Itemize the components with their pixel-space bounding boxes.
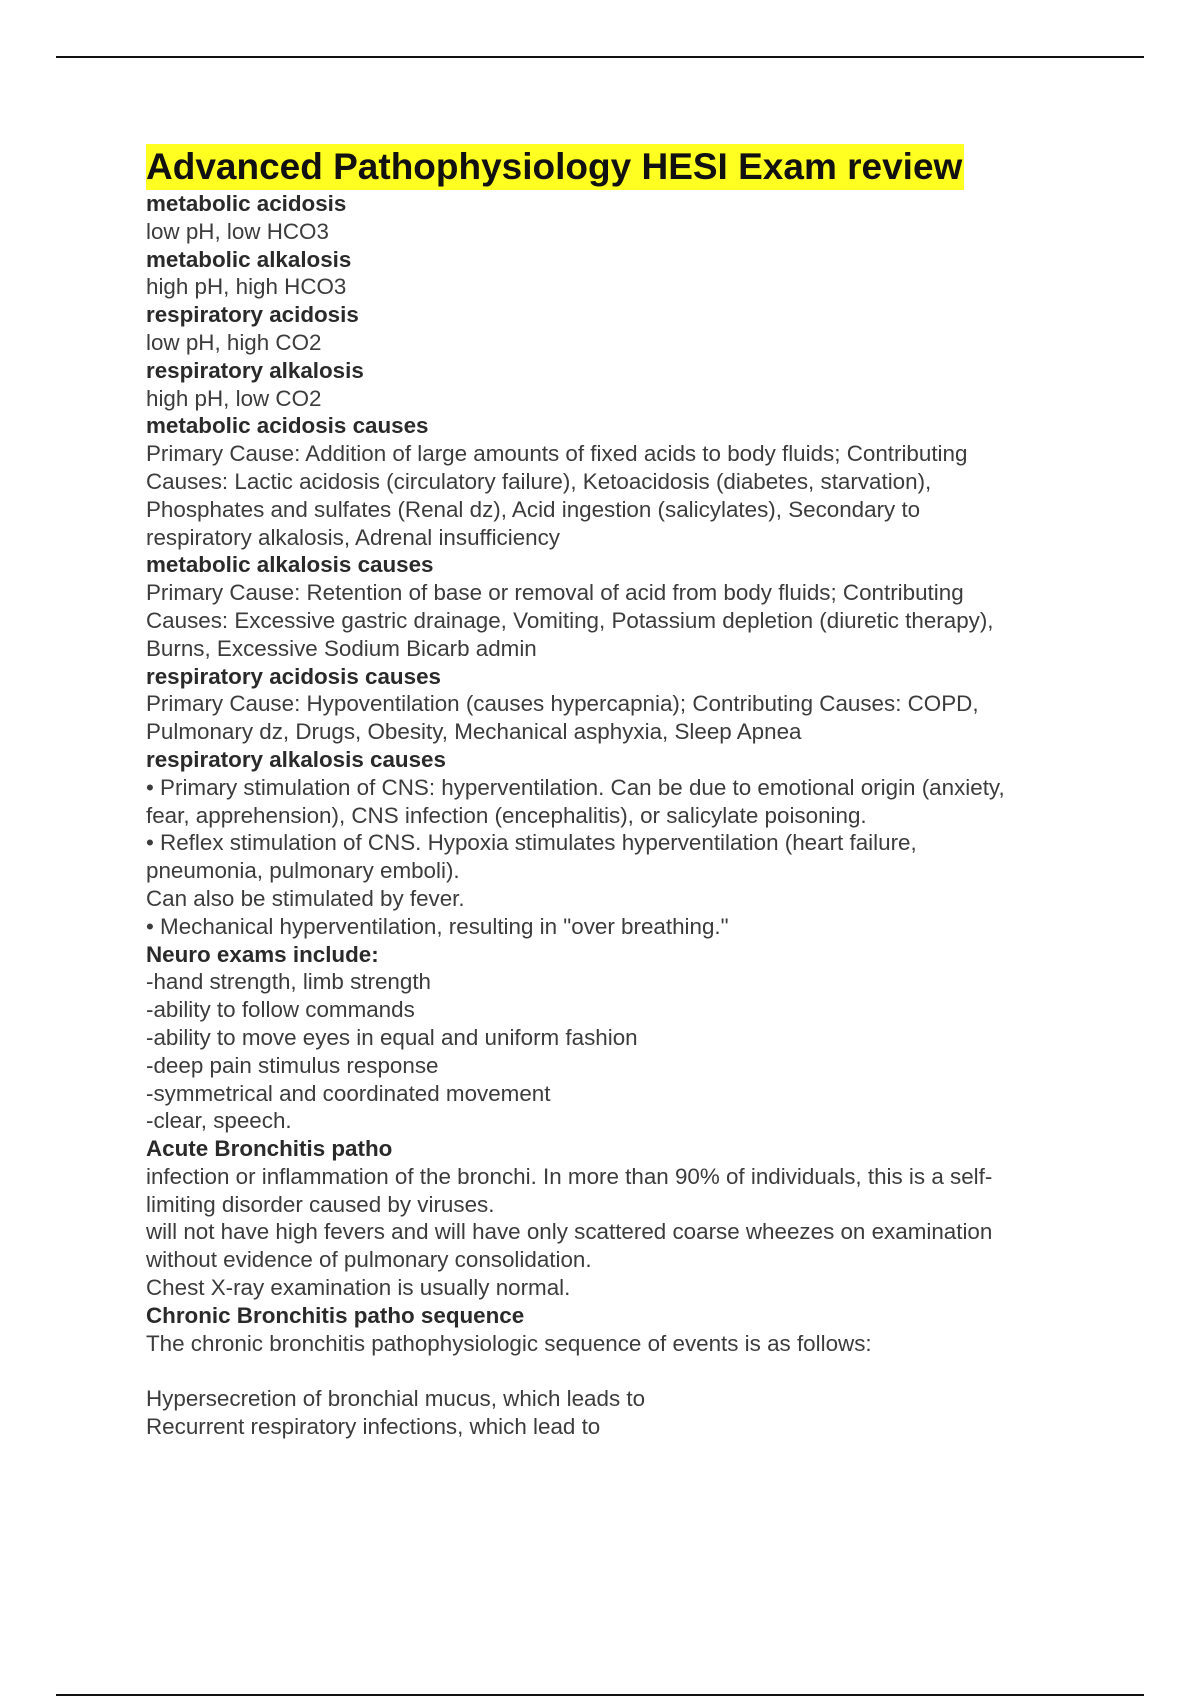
entry-definition-line: high pH, high HCO3	[146, 274, 347, 300]
entry-definition-line: • Primary stimulation of CNS: hyperventilation. Can be due to emotional origin (anxiety,	[146, 774, 1005, 800]
entry-term: metabolic acidosis	[146, 191, 347, 216]
entry-definition-line: Hypersecretion of bronchial mucus, which leads to	[146, 1386, 646, 1412]
entry	[146, 190, 1086, 246]
document-title: Advanced Pathophysiology HESI Exam review	[146, 144, 964, 190]
entry-definition-line: -deep pain stimulus response	[146, 1052, 439, 1078]
entry-definition-line: will not have high fevers and will have only scattered coarse wheezes on examination	[146, 1219, 993, 1245]
entry-definition-line: -symmetrical and coordinated movement	[146, 1080, 551, 1106]
entry	[146, 1302, 1086, 1441]
entry-definition-line: Primary Cause: Hypoventilation (causes hypercapnia); Contributing Causes: COPD,	[146, 691, 979, 717]
entry-definition-line: infection or inflammation of the bronchi. In more than 90% of individuals, this is a self-	[146, 1163, 993, 1189]
entry	[146, 412, 1086, 551]
entry-definition-line: Chest X-ray examination is usually normal.	[146, 1275, 571, 1301]
entry-definition-line: Recurrent respiratory infections, which lead to	[146, 1414, 601, 1440]
entry-term: metabolic acidosis causes	[146, 413, 429, 439]
entry-list	[146, 190, 1086, 1441]
entry-definition-line: low pH, high CO2	[146, 329, 322, 355]
entry-term: Chronic Bronchitis patho sequence	[146, 1302, 525, 1328]
entry-definition-line: limiting disorder caused by viruses.	[146, 1191, 495, 1217]
top-rule	[56, 56, 1144, 58]
entry	[146, 551, 1086, 662]
entry-term: metabolic alkalosis	[146, 246, 352, 272]
entry	[146, 1135, 1086, 1302]
entry-term: respiratory acidosis	[146, 302, 359, 328]
entry-definition-line: Primary Cause: Addition of large amounts of fixed acids to body fluids; Contributing	[146, 441, 968, 467]
entry	[146, 746, 1086, 941]
entry-definition-line: high pH, low CO2	[146, 385, 322, 411]
entry	[146, 246, 1086, 302]
entry-term: respiratory alkalosis	[146, 357, 364, 383]
entry	[146, 941, 1086, 1136]
entry-definition-line: -clear, speech.	[146, 1108, 292, 1134]
entry-term: Acute Bronchitis patho	[146, 1136, 393, 1162]
entry-term: Neuro exams include:	[146, 941, 379, 967]
entry	[146, 301, 1086, 357]
entry-definition-line: -ability to move eyes in equal and uniform fashion	[146, 1024, 638, 1050]
entry-definition-line: pneumonia, pulmonary emboli).	[146, 858, 460, 884]
entry-definition-line: low pH, low HCO3	[146, 218, 329, 244]
entry-definition-line: Pulmonary dz, Drugs, Obesity, Mechanical asphyxia, Sleep Apnea	[146, 719, 802, 745]
entry-definition-line: Primary Cause: Retention of base or removal of acid from body fluids; Contributing	[146, 580, 964, 606]
entry-term: metabolic alkalosis causes	[146, 552, 434, 578]
entry-definition-line: respiratory alkalosis, Adrenal insufficiency	[146, 524, 561, 550]
entry-definition-line: • Reflex stimulation of CNS. Hypoxia stimulates hyperventilation (heart failure,	[146, 830, 917, 856]
bottom-rule	[56, 1694, 1144, 1696]
entry-definition-line: Causes: Excessive gastric drainage, Vomiting, Potassium depletion (diuretic therapy),	[146, 607, 994, 633]
entry-definition-line: Burns, Excessive Sodium Bicarb admin	[146, 635, 537, 661]
entry-definition-line: -hand strength, limb strength	[146, 969, 432, 995]
entry	[146, 663, 1086, 746]
entry-term: respiratory alkalosis causes	[146, 746, 446, 772]
entry-term: respiratory acidosis causes	[146, 663, 441, 689]
entry-definition-line: -ability to follow commands	[146, 997, 415, 1023]
entry	[146, 357, 1086, 413]
entry-definition-line: • Mechanical hyperventilation, resulting in "over breathing."	[146, 913, 729, 939]
entry-definition-line: without evidence of pulmonary consolidation.	[146, 1247, 592, 1273]
entry-definition-line: fear, apprehension), CNS infection (encephalitis), or salicylate poisoning.	[146, 802, 867, 828]
document-body	[146, 144, 1086, 1441]
entry-definition-line: Causes: Lactic acidosis (circulatory failure), Ketoacidosis (diabetes, starvation),	[146, 468, 932, 494]
entry-definition-line: The chronic bronchitis pathophysiologic sequence of events is as follows:	[146, 1330, 872, 1356]
blank-line	[146, 1357, 1086, 1385]
entry-definition-line: Can also be stimulated by fever.	[146, 885, 465, 911]
entry-definition-line: Phosphates and sulfates (Renal dz), Acid ingestion (salicylates), Secondary to	[146, 496, 921, 522]
